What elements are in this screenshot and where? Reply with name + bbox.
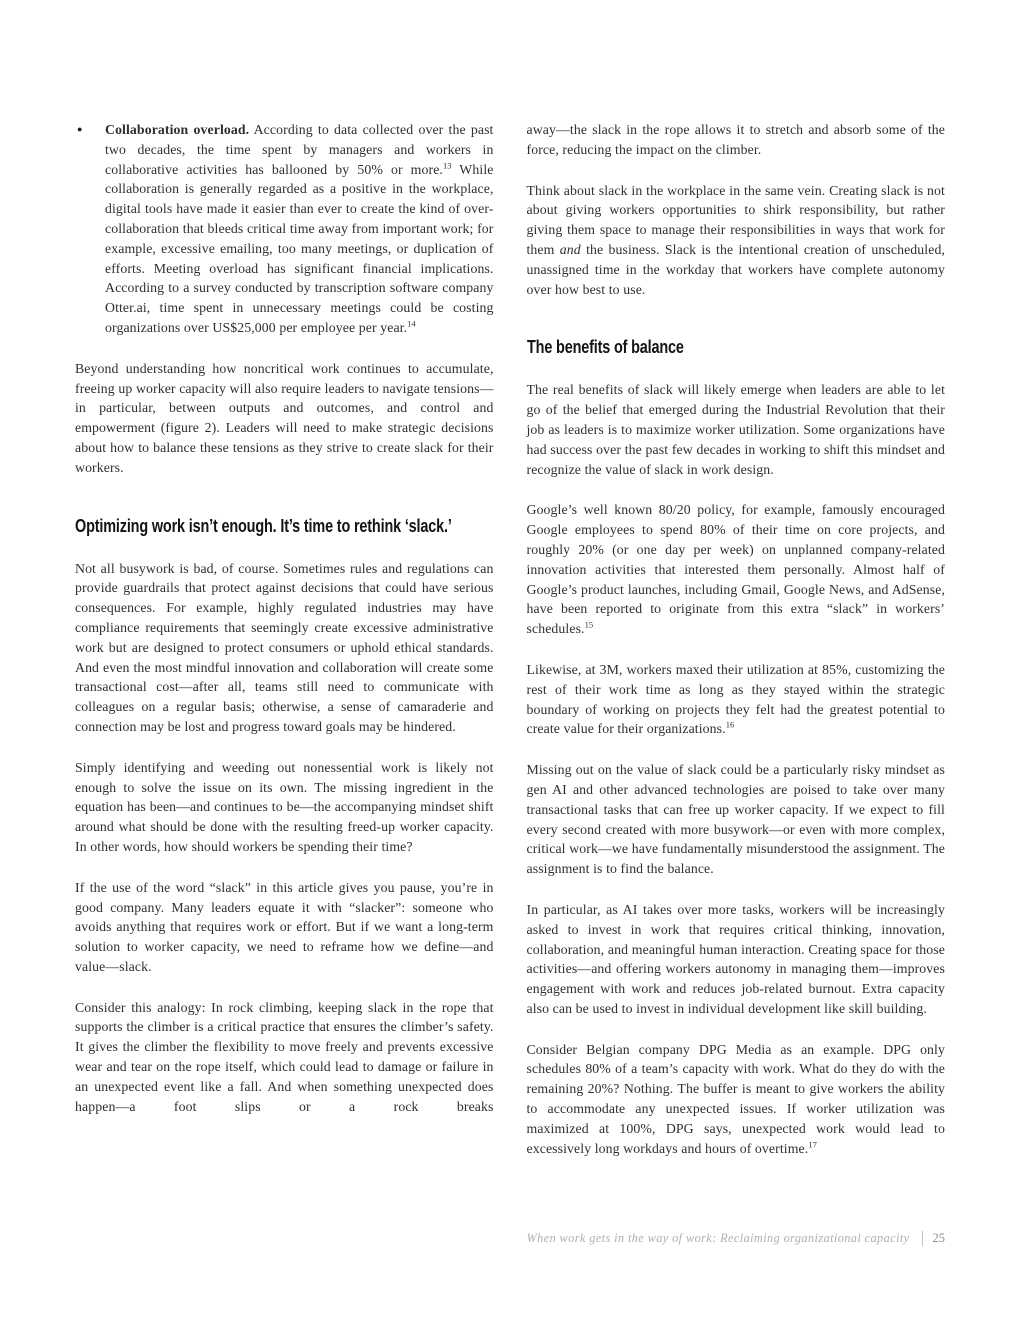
footnote-marker-17: 17 <box>808 1139 817 1150</box>
bullet-list-item <box>75 120 494 338</box>
left-column <box>75 120 494 1179</box>
heading-block-benefits <box>527 337 946 358</box>
footnote-marker-14: 14 <box>407 318 416 329</box>
bullet-icon: ● <box>77 124 83 134</box>
paragraph-away-slack-rope: away—the slack in the rope allows it to stretch and absorb some of the force, reducing the impact on the climber. <box>526 122 945 157</box>
footer-page-number: 25 <box>932 1231 945 1245</box>
bullet-lead-text: Collaboration overload. <box>105 122 250 137</box>
paragraph-missing-out: Missing out on the value of slack could be a particularly risky mindset as gen AI and other advanced technologies are poised to take over many transactional tasks that can free up worker capacity. If we expect to fill every second created with more busywork—or even with more complex, critical work—we have fundamentally misunderstood the assignment. The assignment is to find the balance. <box>526 762 945 877</box>
footer-report-title: When work gets in the way of work: Reclaiming organizational capacity <box>526 1231 910 1245</box>
footer-divider <box>922 1231 923 1246</box>
paragraph-real-benefits: The real benefits of slack will likely emerge when leaders are able to let go of the belief that emerged during the Industrial Revolution that their job as leaders is to maximize worker utilization. Some organizations have had success over the past few decades in working to shift this mindset and recognize the value of slack in work design. <box>526 382 945 477</box>
heading-block-optimizing <box>75 516 494 537</box>
section-heading-optimizing-work: Optimizing work isn’t enough. It’s time to rethink ‘slack.’ <box>75 514 452 536</box>
two-column-content <box>75 120 945 1179</box>
footnote-marker-15: 15 <box>584 619 594 630</box>
paragraph-if-use-of-word-slack: If the use of the word “slack” in this article gives you pause, you’re in good company. Many leaders equate it with “slacker”: someone who avoids anything that requires work or effort. But if we want a long-term solution to worker capacity, we need to reframe how we define—and value—slack. <box>75 879 494 974</box>
footnote-marker-16: 16 <box>725 719 735 730</box>
right-column <box>527 120 946 1179</box>
bullet-paragraph-collaboration-overload <box>105 120 494 338</box>
think-text-1: Think about slack in the workplace in the same vein. Creating slack is not about giving workers opportunities to shirk responsibility, but rather giving them space to manage their responsibilities in ways that work for them <box>526 182 945 257</box>
bullet-body-text-1: According to data collected over the past two decades, the time spent by managers and workers in collaborative activities has ballooned by 50% or more. <box>105 122 494 177</box>
paragraph-think-about-slack <box>527 181 946 300</box>
footnote-marker-13: 13 <box>443 160 452 170</box>
paragraph-consider-analogy: Consider this analogy: In rock climbing, keeping slack in the rope that supports the climber is a critical practice that ensures the climber’s safety. It gives the climber the flexibility to move freely and prevents excessive wear and tear on the rope itself, which could lead to damage or failure in an unexpected event like a fall. And when something unexpected does happen—a foot slips or a rock breaks <box>75 999 494 1114</box>
paragraph-google-8020 <box>527 500 946 639</box>
google-text: Google’s well known 80/20 policy, for example, famously encouraged Google employees to spend 80% of their time on core projects, and roughly 20% (or one day per week) on unplanned company-related innovation activities that interested them personally. Almost half of Google’s product launches, including Gmail, Google News, and AdSense, have been reported to originate from this extra “slack” in workers’ schedules. <box>526 502 945 637</box>
paragraph-3m-utilization <box>527 660 946 739</box>
paragraph-dpg-media <box>527 1040 946 1159</box>
paragraph-not-all-busywork: Not all busywork is bad, of course. Sometimes rules and regulations can provide guardrails that protect against decisions that could have serious consequences. For example, highly regulated industries may have compliance requirements that seemingly create excessive administrative work but are designed to protect consumers or uphold ethical standards. And even the most mindful innovation and collaboration will create some transactional cost—after all, teams still need to communicate with colleagues on a regular basis; otherwise, a sense of camaraderie and connection may be lost and progress toward goals may be hindered. <box>75 560 494 734</box>
section-heading-benefits-of-balance: The benefits of balance <box>526 336 684 358</box>
think-text-2: the business. Slack is the intentional creation of unscheduled, unassigned time in the workday that workers have complete autonomy over how best to use. <box>526 241 945 297</box>
paragraph-beyond-understanding: Beyond understanding how noncritical work continues to accumulate, freeing up worker capacity will also require leaders to navigate tensions—in particular, between outputs and outcomes, and control and empowerment (figure 2). Leaders will need to make strategic decisions about how to balance these tensions as they strive to create slack for their workers. <box>75 360 494 475</box>
paragraph-simply-identifying: Simply identifying and weeding out nonessential work is likely not enough to solve the issue on its own. The missing ingredient in the equation has been—and continues to be—the accompanying mindset shift around what should be done with the resulting freed-up worker capacity. In other words, how should workers be spending their time? <box>75 759 494 854</box>
page-footer <box>526 1231 945 1246</box>
paragraph-ai-takes-over: In particular, as AI takes over more tasks, workers will be increasingly asked to invest in work that requires critical thinking, innovation, collaboration, and meaningful human interaction. Creating space for those activities—and offering workers autonomy in managing them—improves engagement with work and reduces job-related burnout. Extra capacity also can be used to invest in individual development like skill building. <box>526 901 945 1016</box>
threem-text: Likewise, at 3M, workers maxed their utilization at 85%, customizing the rest of their work time as long as they stayed within the strategic boundary of working on projects they felt had the greatest potential to create value for their organizations. <box>526 661 945 737</box>
think-italic-and: and <box>559 241 581 257</box>
bullet-body-text-2: While collaboration is generally regarded as a positive in the workplace, digital tools have made it easier than ever to create the kind of over-collaboration that bleeds critical time away from important work; for example, excessive emailing, too many meetings, or duplication of efforts. Meeting overload has significant financial implications. According to a survey conducted by transcription software company Otter.ai, time spent in unnecessary meetings could be costing organizations over US$25,000 per employee per year. <box>105 161 494 335</box>
dpg-text: Consider Belgian company DPG Media as an example. DPG only schedules 80% of a team’s capacity with work. What do they do with the remaining 20%? Nothing. The buffer is meant to give workers the ability to accommodate any unexpected issues. If worker utilization was maximized at 100%, DPG says, unexpected work would lead to excessively long workdays and hours of overtime. <box>526 1041 945 1156</box>
